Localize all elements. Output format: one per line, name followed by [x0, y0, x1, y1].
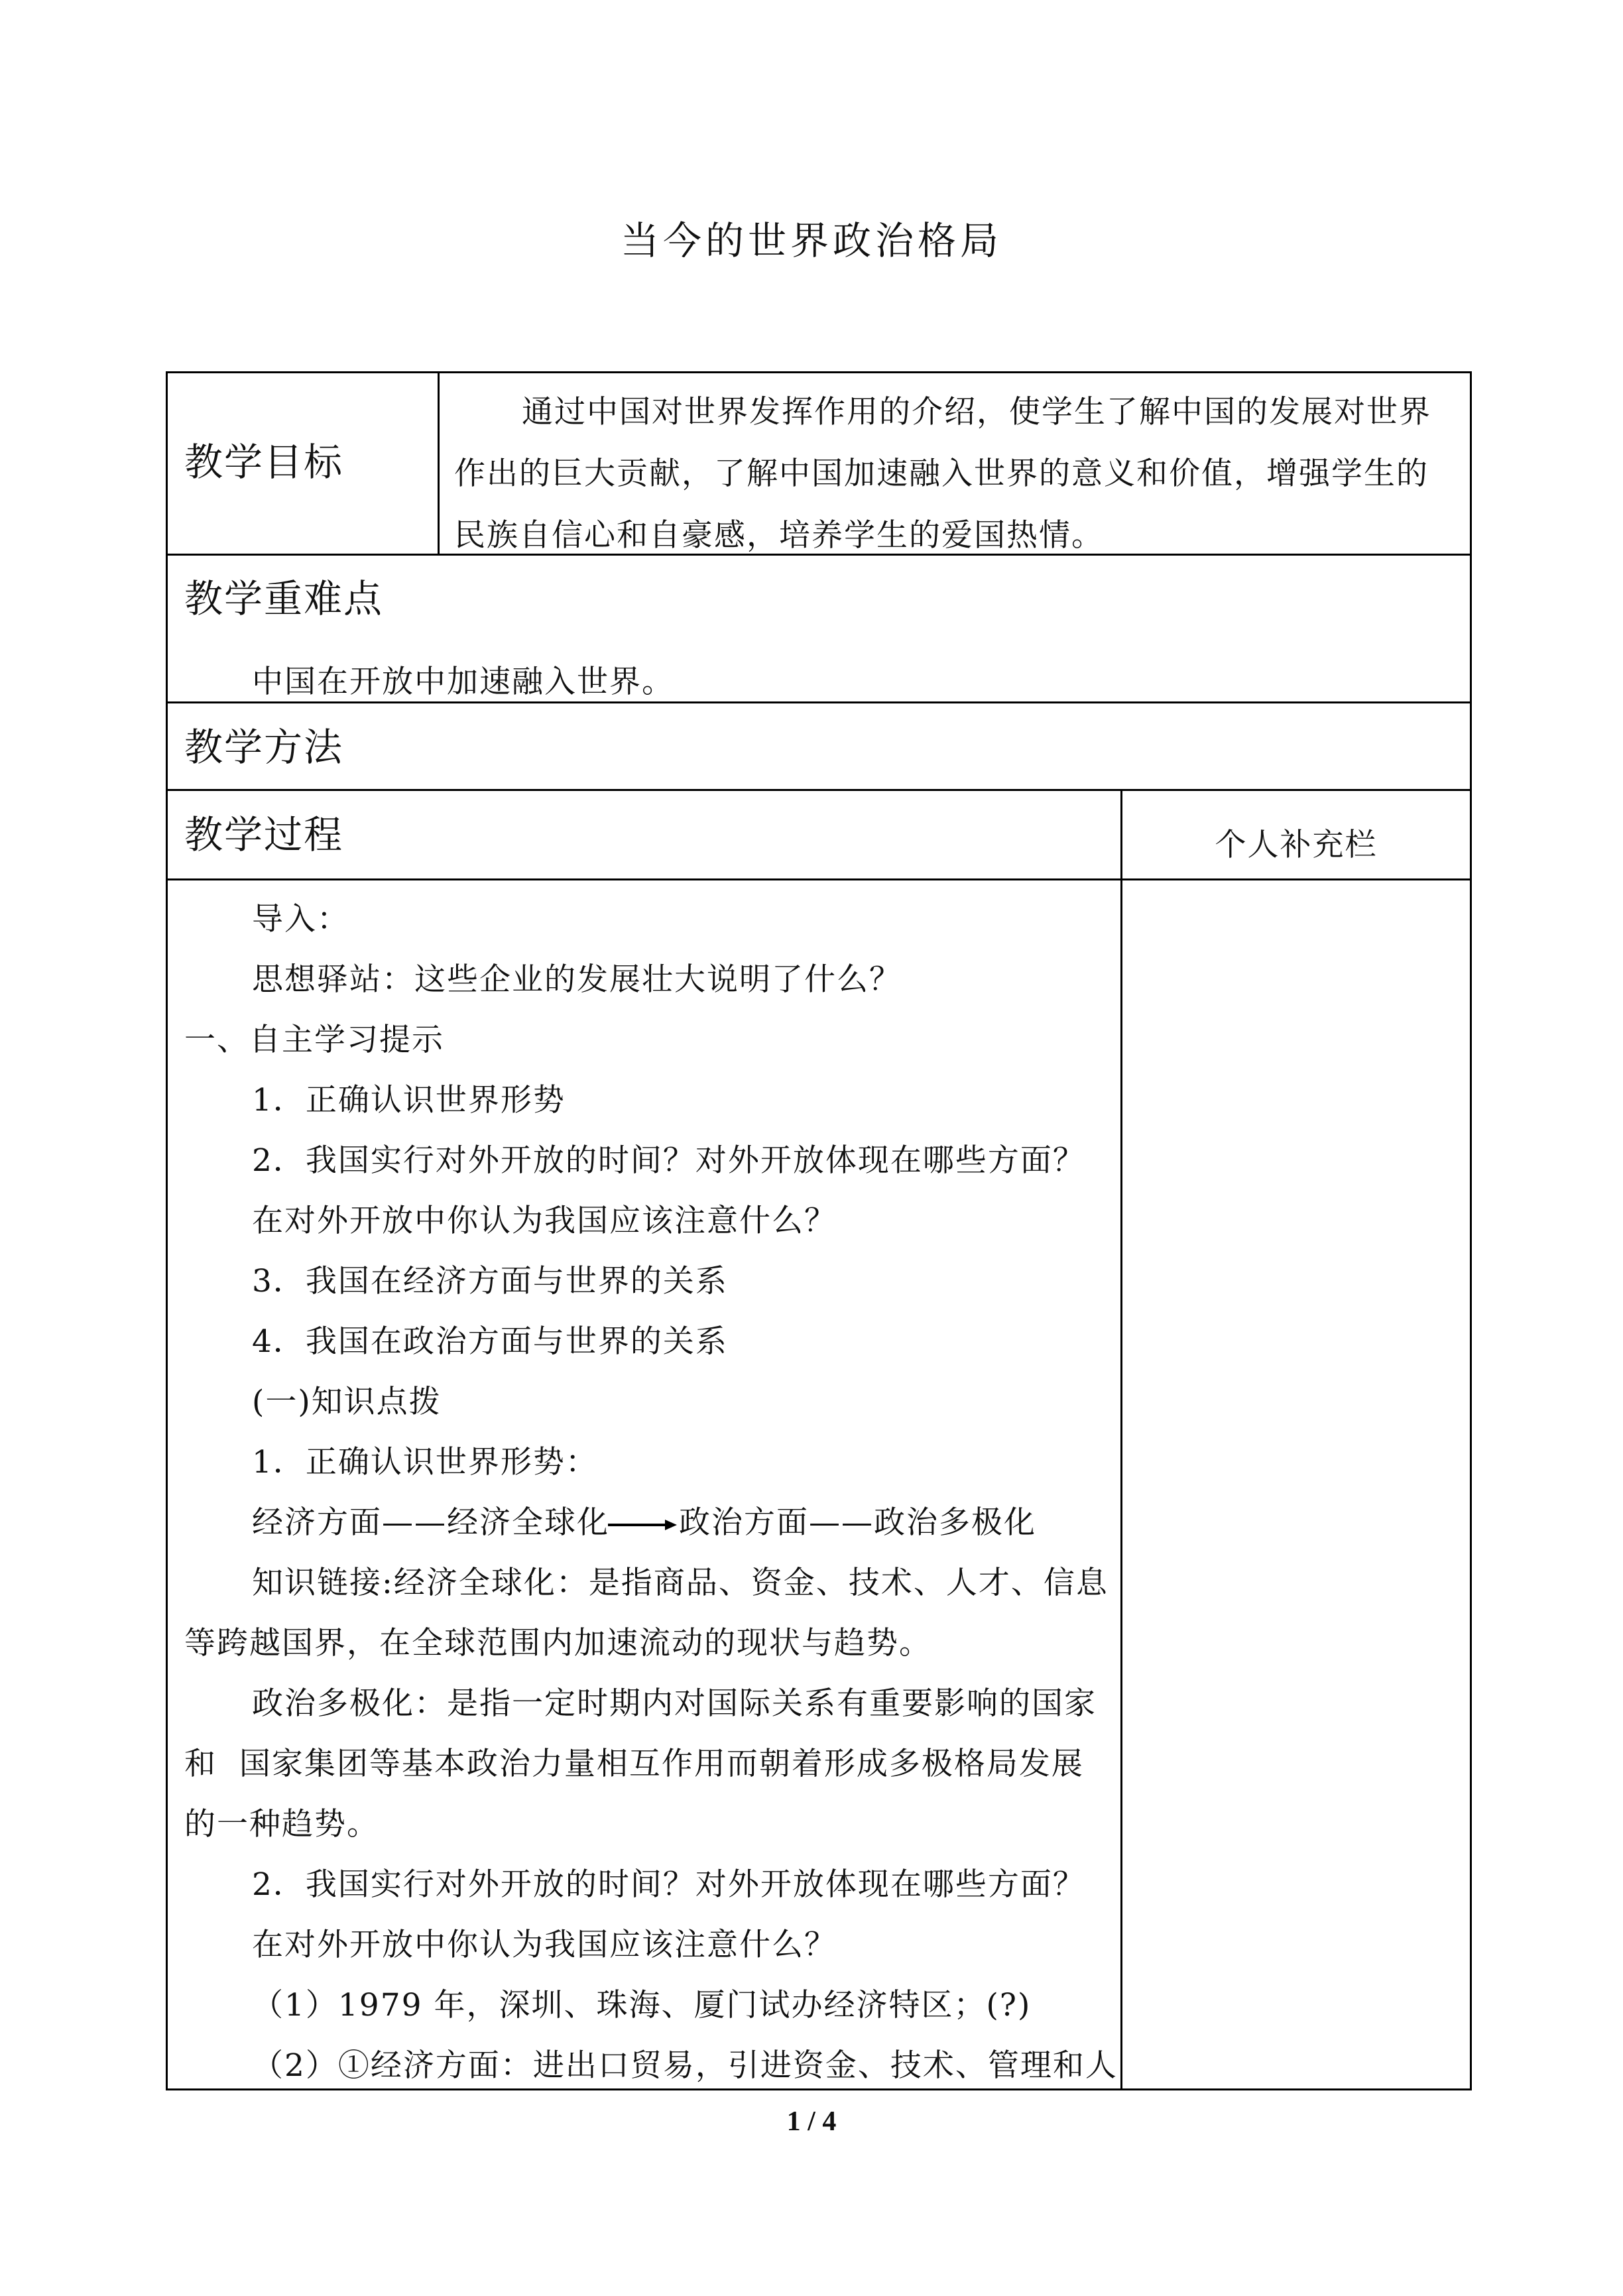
globalization-line: [252, 1500, 1036, 1546]
economy-text: 经济方面——经济全球化: [252, 1504, 609, 1541]
column-divider: [1120, 789, 1122, 2090]
point-item: 1．正确认识世界形势：: [252, 1444, 598, 1480]
objectives-label: 教学目标: [184, 440, 344, 485]
methods-label: 教学方法: [184, 725, 344, 770]
column-divider: [438, 371, 440, 554]
knowledge-link: 等跨越国界，在全球范围内加速流动的现状与趋势。: [184, 1625, 932, 1662]
point-item: 在对外开放中你认为我国应该注意什么？: [252, 1927, 837, 1963]
key-points-label: 教学重难点: [184, 576, 384, 621]
page-title: 当今的世界政治格局: [620, 218, 1002, 263]
question-item: 1．正确认识世界形势: [252, 1082, 566, 1118]
process-label: 教学过程: [184, 812, 344, 857]
section-heading: 一、自主学习提示: [184, 1022, 444, 1058]
multipolar-text: 政治多极化：是指一定时期内对国际关系有重要影响的国家: [252, 1685, 1097, 1722]
point-item: 2．我国实行对外开放的时间？对外开放体现在哪些方面？: [252, 1866, 1085, 1903]
answer-item: （1）1979 年，深圳、珠海、厦门试办经济特区；(?): [252, 1987, 1032, 2024]
multipolar-text: 和 国家集团等基本政治力量相互作用而朝着形成多极格局发展: [184, 1746, 1084, 1782]
question-item: 在对外开放中你认为我国应该注意什么？: [252, 1203, 837, 1239]
supplement-label: 个人补充栏: [1215, 827, 1378, 863]
intro-text: 导入：: [252, 901, 349, 937]
question-item: 3．我国在经济方面与世界的关系: [252, 1263, 728, 1299]
row-divider: [166, 878, 1472, 880]
question-item: 2．我国实行对外开放的时间？对外开放体现在哪些方面？: [252, 1142, 1085, 1179]
arrow-right-icon: [608, 1518, 678, 1532]
objectives-text: 通过中国对世界发挥作用的介绍，使学生了解中国的发展对世界作出的巨大贡献，了解中国加速融入世界的意义和价值，增强学生的民族自信心和自豪感，培养学生的爱国热情。: [454, 394, 1431, 554]
multipolar-text: 的一种趋势。: [184, 1806, 379, 1843]
answer-item: （2）①经济方面：进出口贸易，引进资金、技术、管理和人: [252, 2047, 1118, 2084]
subsection-heading: (一)知识点拨: [252, 1384, 442, 1420]
row-divider: [166, 789, 1472, 791]
knowledge-link: 知识链接:经济全球化：是指商品、资金、技术、人才、信息: [252, 1565, 1109, 1601]
politics-text: 政治方面——政治多极化: [679, 1504, 1036, 1541]
question-item: 4．我国在政治方面与世界的关系: [252, 1323, 728, 1360]
page-number: 1 / 4: [786, 2106, 837, 2137]
think-text: 思想驿站：这些企业的发展壮大说明了什么？: [252, 961, 902, 998]
key-points-text: 中国在开放中加速融入世界。: [252, 664, 674, 700]
